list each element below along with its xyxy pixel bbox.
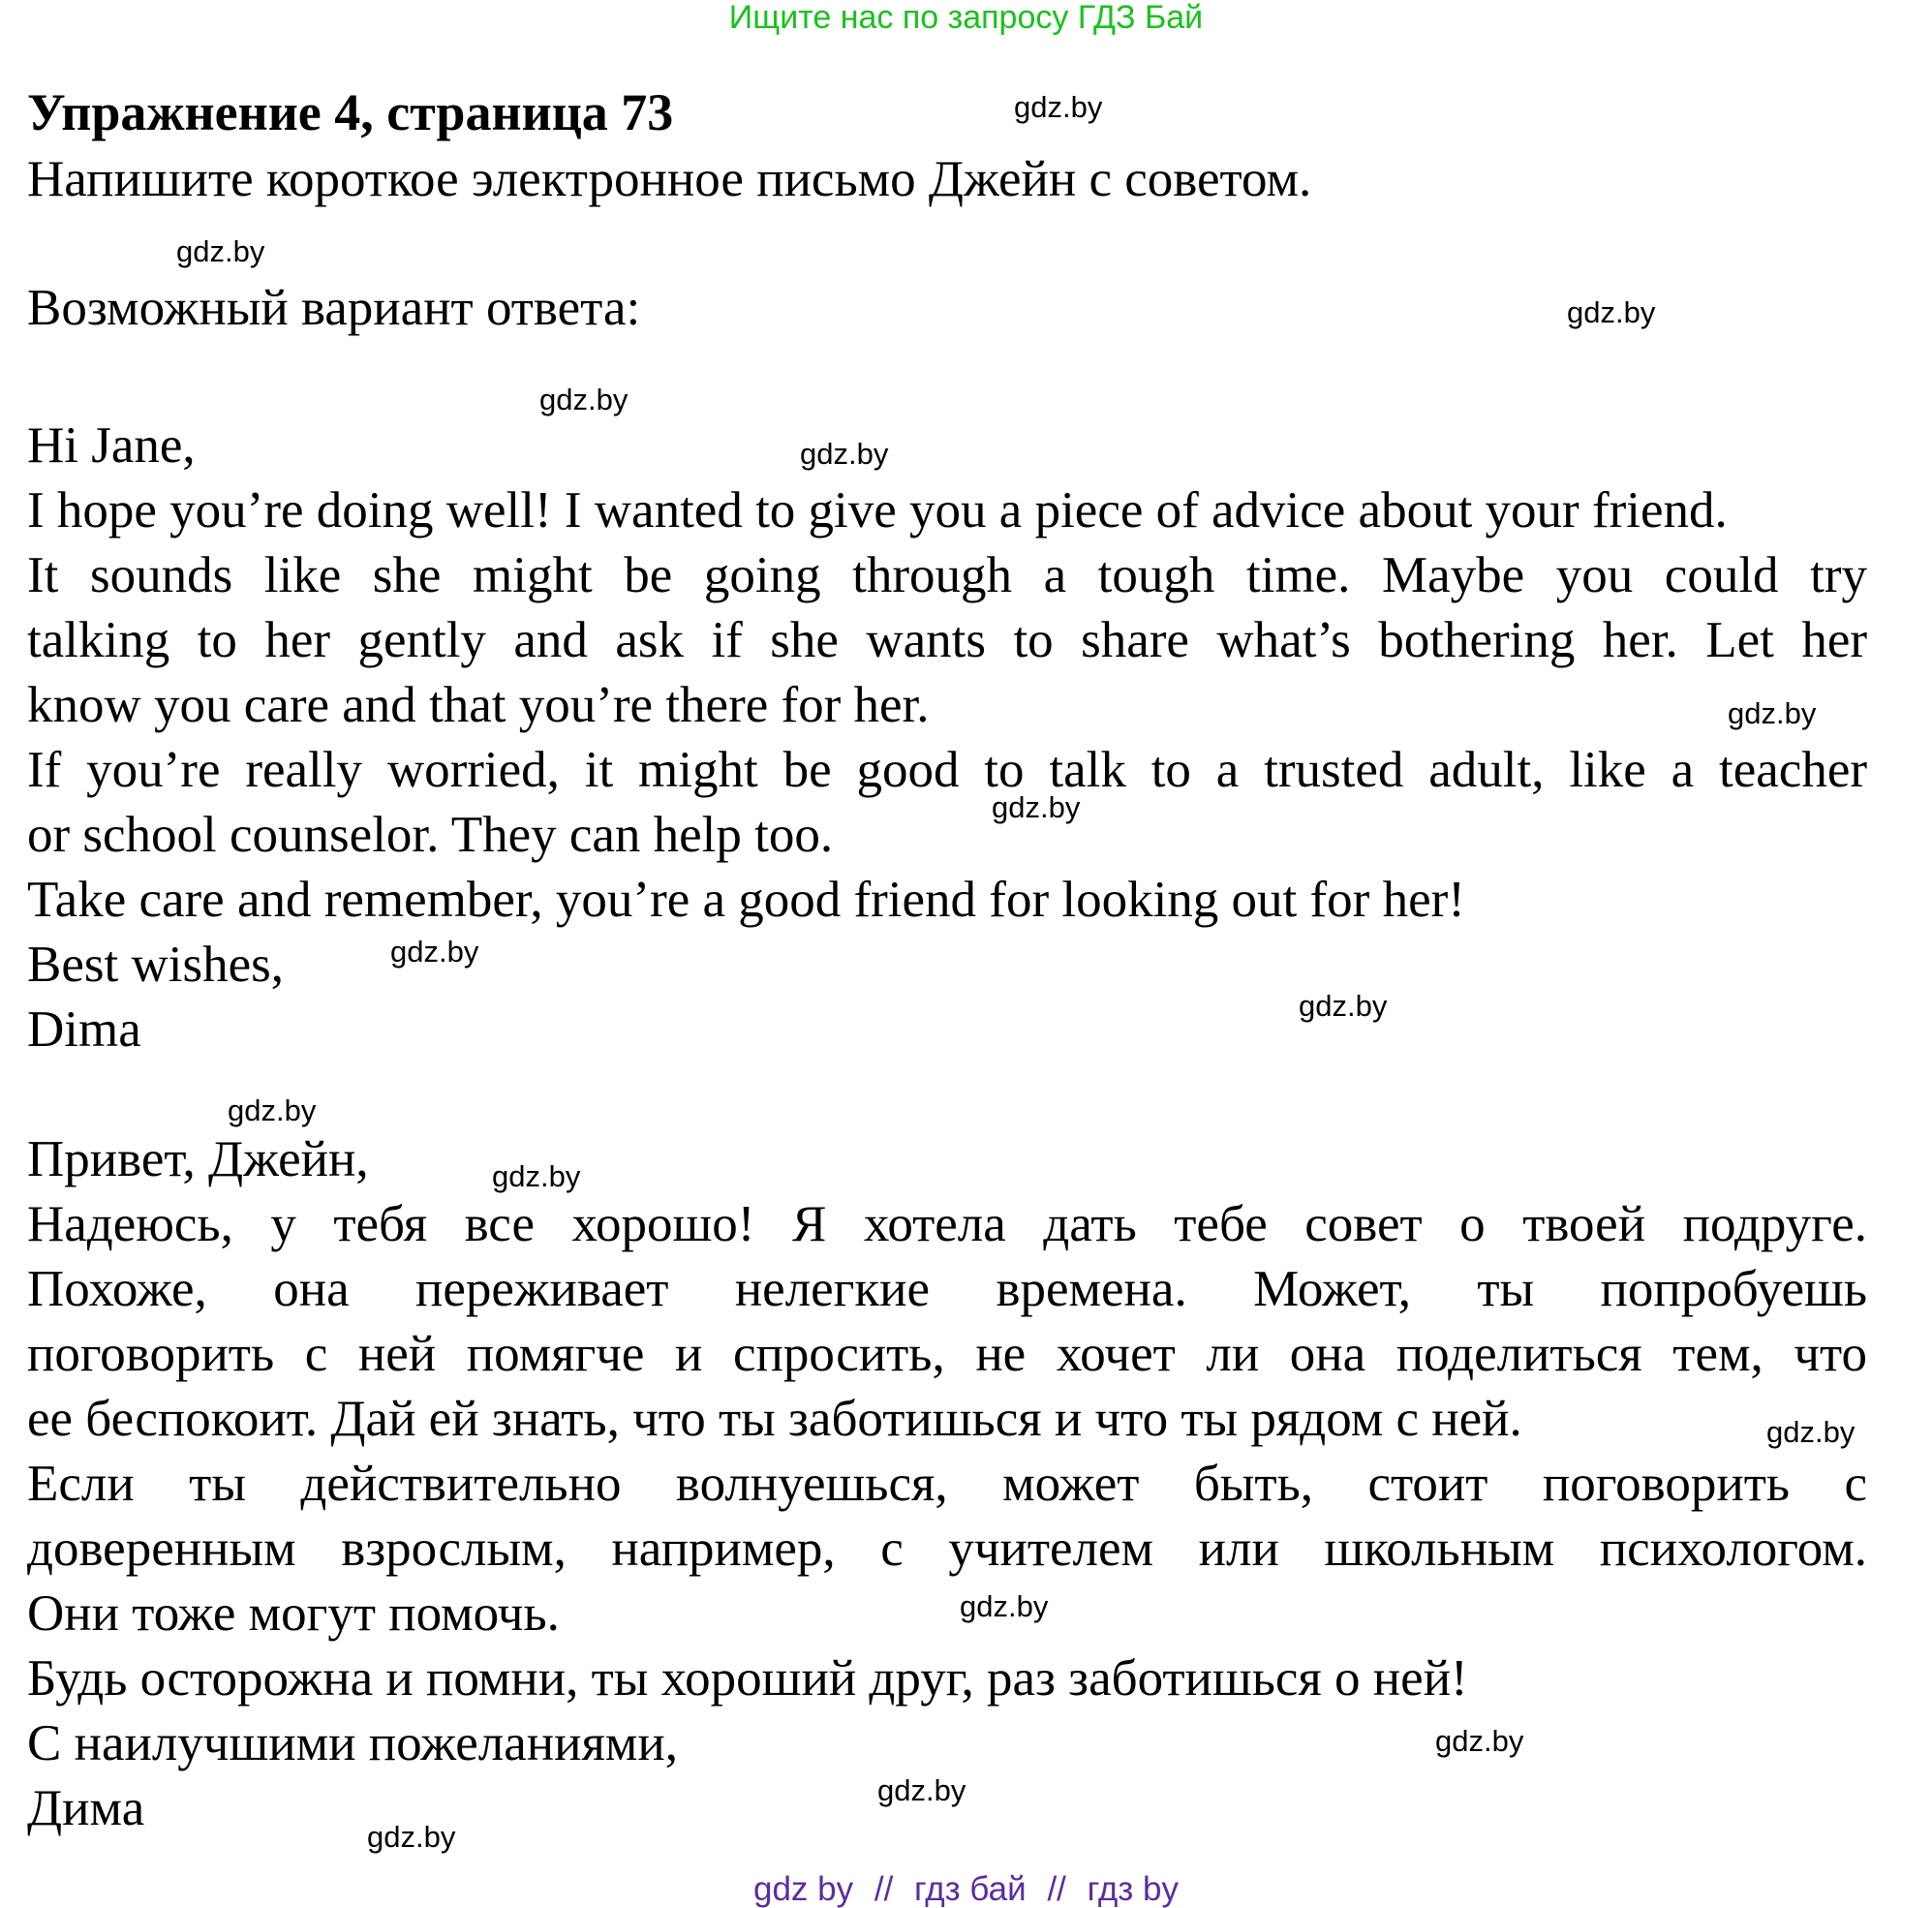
exercise-title: Упражнение 4, страница 73 [27,83,674,141]
letter-line: Надеюсь, у тебя все хорошо! Я хотела дать тебе совет о твоей подруге. [27,1196,1867,1252]
footer-link-gdz-bai[interactable]: гдз бай [914,1870,1027,1908]
letter-line: доверенным взрослым, например, с учителем или школьным психологом. [27,1521,1867,1577]
answer-label: Возможный вариант ответа: [27,280,641,336]
letter-line: I hope you’re doing well! I wanted to give you a piece of advice about your friend. [27,482,1728,539]
footer-link-gdz-by-cyr[interactable]: гдз by [1087,1870,1179,1908]
watermark: gdz.by [390,935,479,969]
english-letter [27,414,1867,1062]
watermark: gdz.by [176,234,265,268]
letter-line: or school counselor. They can help too. [27,807,834,863]
watermark: gdz.by [1567,295,1656,329]
letter-line: поговорить с ней помягче и спросить, не хочет ли она поделиться тем, что [27,1326,1867,1382]
watermark: gdz.by [1435,1724,1524,1758]
watermark: gdz.by [539,383,629,416]
footer-separator: // [874,1870,894,1908]
letter-closing: Best wishes, [27,937,284,993]
watermark: gdz.by [492,1159,581,1193]
letter-greeting: Hi Jane, [27,417,196,474]
watermark: gdz.by [1728,696,1817,730]
watermark: gdz.by [992,790,1081,824]
letter-line: know you care and that you’re there for her. [27,677,930,733]
watermark: gdz.by [800,437,889,471]
search-banner[interactable]: Ищите нас по запросу ГДЗ Бай [728,0,1204,36]
letter-line: Похоже, она переживает нелегкие времена. Может, ты попробуешь [27,1261,1867,1317]
letter-signature: Дима [27,1780,145,1836]
footer-link-gdz-by[interactable]: gdz by [753,1870,854,1908]
watermark: gdz.by [877,1773,966,1807]
letter-line: talking to her gently and ask if she wants to share what’s bothering her. Let her [27,612,1867,668]
footer-separator: // [1047,1870,1066,1908]
russian-letter [27,1127,1867,1841]
watermark: gdz.by [1014,90,1103,124]
watermark: gdz.by [960,1589,1049,1623]
letter-greeting: Привет, Джейн, [27,1131,369,1187]
letter-line: Take care and remember, you’re a good friend for looking out for her! [27,872,1465,928]
letter-line: Они тоже могут помочь. [27,1585,560,1642]
watermark: gdz.by [1766,1415,1855,1449]
watermark: gdz.by [228,1093,317,1127]
footer-links [0,1871,1932,1908]
watermark: gdz.by [367,1820,456,1854]
letter-line: It sounds like she might be going through a tough time. Maybe you could try [27,547,1867,603]
letter-signature: Dima [27,1001,141,1058]
letter-line: ее беспокоит. Дай ей знать, что ты заботишься и что ты рядом с ней. [27,1391,1522,1447]
letter-closing: С наилучшими пожеланиями, [27,1715,678,1771]
watermark: gdz.by [1299,989,1388,1023]
letter-line: Будь осторожна и помни, ты хороший друг, раз заботишься о ней! [27,1650,1468,1707]
letter-line: If you’re really worried, it might be good to talk to a trusted adult, like a teacher [27,742,1867,798]
letter-line: Если ты действительно волнуешься, может быть, стоит поговорить с [27,1456,1867,1512]
task-text: Напишите короткое электронное письмо Джейн с советом. [27,151,1312,207]
